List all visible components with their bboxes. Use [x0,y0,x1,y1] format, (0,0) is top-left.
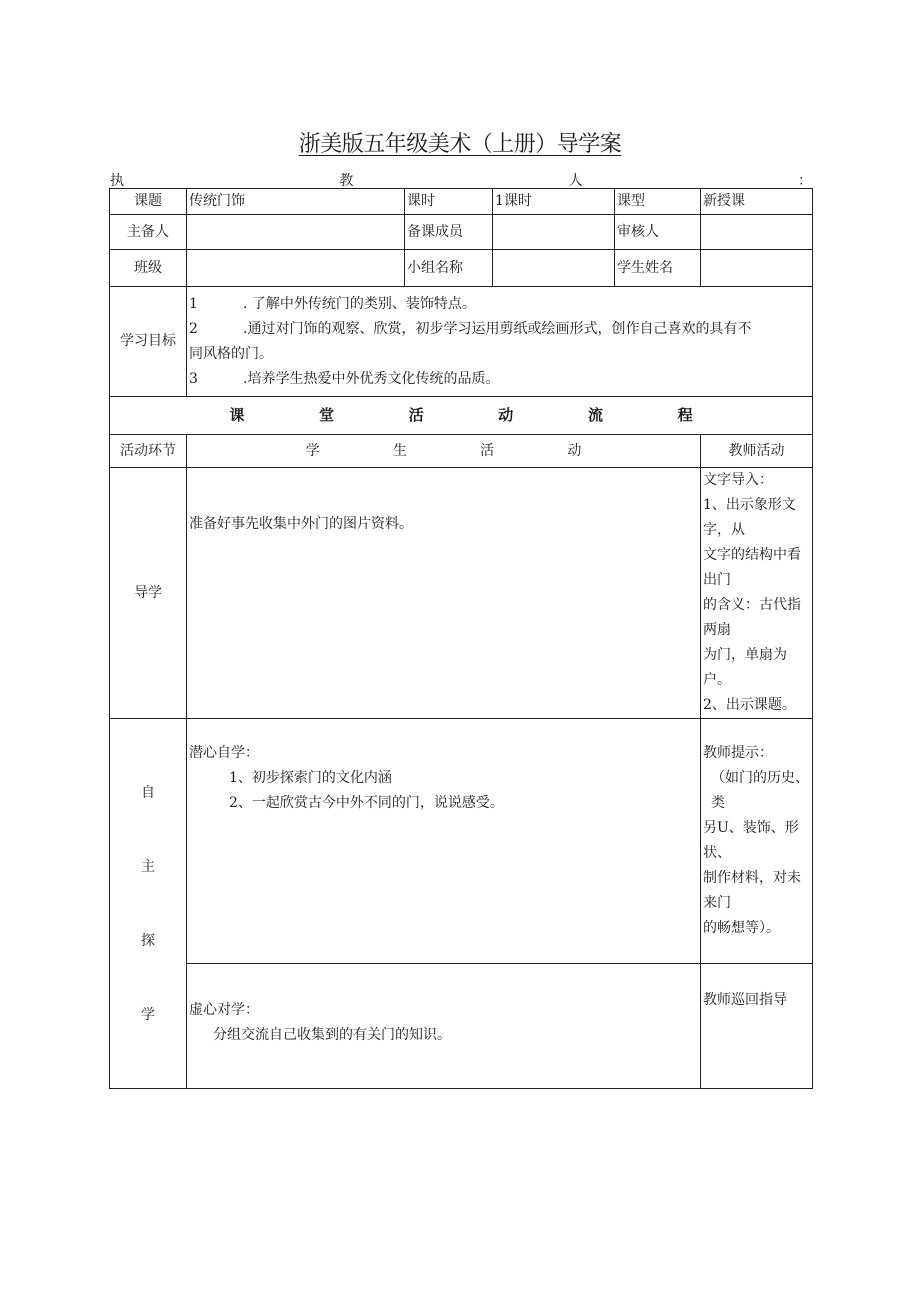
goal-item: 同风格的门。 [189,345,273,362]
stage-header: 活动环节 [110,435,187,468]
zizhu-part1-teacher: 教师提示： （如门的历史、类 另U、装饰、形状、 制作材料，对未来门 的畅想等）。 [701,719,813,964]
reviewer-label: 审核人 [615,215,701,250]
group-label: 小组名称 [405,250,493,287]
hours-value: 1课时 [493,189,615,215]
goals-content [187,287,813,397]
student-value[interactable] [701,250,813,287]
teacher-char: 教 [339,173,354,189]
teacher-char: ： [797,173,812,189]
teacher-char: 执 [110,173,124,189]
teacher-activity-header: 教师活动 [701,435,813,468]
student-activity-header: 学 生 活 动 [187,435,701,468]
goal-item: 2 .通过对门饰的观察、欣赏，初步学习运用剪纸或绘画形式，创作自己喜欢的具有不 [189,320,752,337]
stage-zizhu: 自 主 探 学 [110,719,187,1089]
daoxue-teacher: 文字导入： 1、出示象形文字，从 文字的结构中看出门 的含义：古代指两扇 为门，单扇为户。 2、出示课题。 [701,468,813,719]
goal-item: 1 . 了解中外传统门的类别、装饰特点。 [189,295,476,312]
flow-header: 课 堂 活 动 流 程 [110,397,813,435]
reviewer-value[interactable] [701,215,813,250]
members-value[interactable] [493,215,615,250]
zizhu-part2-student: 虚心对学： 分组交流自己收集到的有关门的知识。 [187,964,701,1089]
page-title: 浙美版五年级美术（上册）导学案 [298,132,622,157]
teacher-char: 人 [568,173,583,189]
type-label: 课型 [615,189,701,215]
topic-value: 传统门饰 [187,189,405,215]
type-value: 新授课 [701,189,813,215]
preparer-value[interactable] [187,215,405,250]
topic-label: 课题 [110,189,187,215]
class-value[interactable] [187,250,405,287]
student-label: 学生姓名 [615,250,701,287]
group-value[interactable] [493,250,615,287]
zizhu-part2-teacher: 教师巡回指导 [701,964,813,1089]
teacher-line [110,170,812,188]
goals-label: 学习目标 [110,287,187,397]
daoxue-student: 准备好事先收集中外门的图片资料。 [187,468,701,719]
lesson-plan-table [109,188,813,1089]
zizhu-part1-student: 潜心自学： 1、初步探索门的文化内涵 2、一起欣赏古今中外不同的门，说说感受。 [187,719,701,964]
hours-label: 课时 [405,189,493,215]
goal-item: 3 .培养学生热爱中外优秀文化传统的品质。 [189,370,500,387]
preparer-label: 主备人 [110,215,187,250]
members-label: 备课成员 [405,215,493,250]
stage-daoxue: 导学 [110,468,187,719]
class-label: 班级 [110,250,187,287]
